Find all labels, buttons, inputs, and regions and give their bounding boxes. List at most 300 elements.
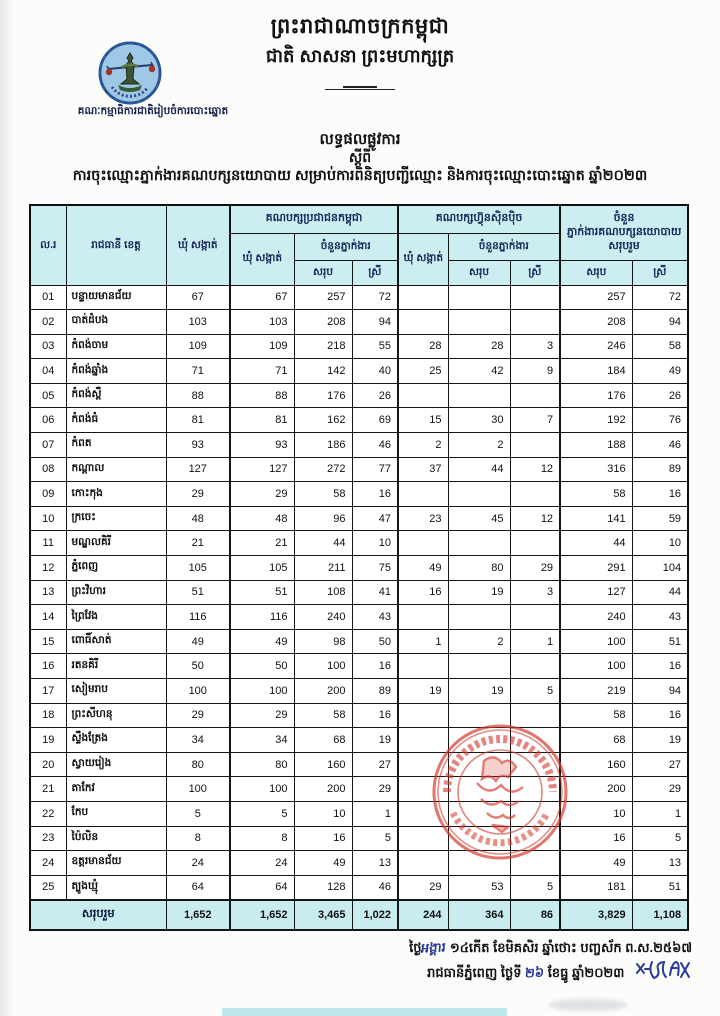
value-cell: 108 xyxy=(294,580,352,605)
value-cell: 50 xyxy=(230,654,294,679)
value-cell: 100 xyxy=(166,679,230,704)
value-cell: 103 xyxy=(230,310,294,335)
value-cell: 240 xyxy=(294,605,352,630)
table-row xyxy=(30,777,688,802)
value-cell xyxy=(398,801,448,826)
nec-logo-icon xyxy=(98,41,162,110)
value-cell: 7 xyxy=(510,408,560,433)
value-cell: 37 xyxy=(398,457,448,482)
value-cell: 219 xyxy=(560,679,632,704)
handwritten-weekday: អង្គារ xyxy=(420,939,447,956)
table-row xyxy=(30,408,688,433)
table-row xyxy=(30,310,688,335)
province-name: ត្បូងឃ្មុំ xyxy=(66,875,166,900)
value-cell: 100 xyxy=(560,654,632,679)
header-cpp-total: សរុប xyxy=(294,260,352,285)
value-cell: 257 xyxy=(294,285,352,310)
value-cell: 26 xyxy=(632,383,688,408)
row-number: 03 xyxy=(30,334,66,359)
value-cell xyxy=(448,482,510,507)
value-cell: 55 xyxy=(352,334,398,359)
value-cell xyxy=(448,777,510,802)
doc-title-regarding: ស្តីពី xyxy=(348,149,372,165)
value-cell: 41 xyxy=(352,580,398,605)
value-cell: 5 xyxy=(230,801,294,826)
value-cell xyxy=(448,383,510,408)
row-number: 11 xyxy=(30,531,66,556)
value-cell: 116 xyxy=(230,605,294,630)
value-cell: 49 xyxy=(560,851,632,876)
row-number: 04 xyxy=(30,359,66,384)
value-cell: 3 xyxy=(510,334,560,359)
table-body xyxy=(30,285,688,930)
table-total-row xyxy=(30,900,688,930)
total-value-cell: 1,108 xyxy=(632,900,688,930)
row-number: 12 xyxy=(30,556,66,581)
footer-date-block xyxy=(272,936,692,988)
value-cell xyxy=(510,310,560,335)
header-no: ល.រ xyxy=(30,205,66,285)
value-cell: 53 xyxy=(448,875,510,900)
value-cell xyxy=(448,654,510,679)
value-cell xyxy=(448,826,510,851)
header-group-cpp: គណបក្សប្រជាជនកម្ពុជា xyxy=(230,205,398,233)
value-cell: 69 xyxy=(352,408,398,433)
value-cell: 81 xyxy=(230,408,294,433)
province-name: បាត់ដំបង xyxy=(66,310,166,335)
row-number: 24 xyxy=(30,851,66,876)
province-name: តាកែវ xyxy=(66,777,166,802)
value-cell: 104 xyxy=(632,556,688,581)
row-number: 02 xyxy=(30,310,66,335)
value-cell: 58 xyxy=(294,703,352,728)
value-cell: 93 xyxy=(166,433,230,458)
value-cell: 128 xyxy=(294,875,352,900)
row-number: 14 xyxy=(30,605,66,630)
table-row xyxy=(30,531,688,556)
value-cell: 21 xyxy=(166,531,230,556)
value-cell: 3 xyxy=(510,580,560,605)
row-number: 06 xyxy=(30,408,66,433)
province-name: ក្រចេះ xyxy=(66,506,166,531)
total-label: សរុបរួម xyxy=(30,900,166,930)
value-cell: 48 xyxy=(166,506,230,531)
value-cell: 8 xyxy=(166,826,230,851)
value-cell: 1 xyxy=(352,801,398,826)
value-cell: 29 xyxy=(398,875,448,900)
value-cell: 27 xyxy=(352,752,398,777)
row-number: 22 xyxy=(30,801,66,826)
results-table xyxy=(29,204,689,931)
value-cell: 19 xyxy=(448,580,510,605)
total-value-cell: 86 xyxy=(510,900,560,930)
province-name: រតនគិរី xyxy=(66,654,166,679)
value-cell: 176 xyxy=(294,383,352,408)
value-cell: 71 xyxy=(230,359,294,384)
header-overall-female: ស្រី xyxy=(632,260,688,285)
table-row xyxy=(30,826,688,851)
value-cell: 10 xyxy=(294,801,352,826)
value-cell xyxy=(398,654,448,679)
value-cell: 19 xyxy=(632,728,688,753)
header-group-total-line2: ភ្នាក់ងារគណបក្សនយោបាយ xyxy=(566,225,682,238)
value-cell: 127 xyxy=(230,457,294,482)
value-cell xyxy=(510,383,560,408)
value-cell: 100 xyxy=(560,629,632,654)
value-cell: 88 xyxy=(166,383,230,408)
row-number: 05 xyxy=(30,383,66,408)
province-name: កំពត xyxy=(66,433,166,458)
table-row xyxy=(30,433,688,458)
province-name: កំពង់ធំ xyxy=(66,408,166,433)
value-cell xyxy=(448,851,510,876)
header-fcp-female: ស្រី xyxy=(510,260,560,285)
value-cell xyxy=(398,826,448,851)
value-cell: 26 xyxy=(352,383,398,408)
header-overall-total: សរុប xyxy=(560,260,632,285)
value-cell: 24 xyxy=(166,851,230,876)
value-cell xyxy=(448,703,510,728)
value-cell: 58 xyxy=(294,482,352,507)
value-cell: 200 xyxy=(560,777,632,802)
value-cell: 72 xyxy=(352,285,398,310)
kingdom-title: ព្រះរាជាណាចក្រកម្ពុជា xyxy=(270,15,450,38)
header-group-total xyxy=(560,205,688,260)
scan-smudge xyxy=(548,999,628,1011)
header-fcp-total: សរុប xyxy=(448,260,510,285)
value-cell: 176 xyxy=(560,383,632,408)
value-cell: 1 xyxy=(398,629,448,654)
value-cell: 34 xyxy=(166,728,230,753)
table-row xyxy=(30,801,688,826)
row-number: 21 xyxy=(30,777,66,802)
value-cell: 109 xyxy=(166,334,230,359)
value-cell: 16 xyxy=(352,654,398,679)
value-cell: 43 xyxy=(632,605,688,630)
value-cell: 5 xyxy=(510,875,560,900)
value-cell: 72 xyxy=(632,285,688,310)
value-cell: 116 xyxy=(166,605,230,630)
value-cell: 5 xyxy=(166,801,230,826)
footer-line2-prefix: រាជធានីភ្នំពេញ ថ្ងៃទី xyxy=(427,964,522,980)
value-cell: 49 xyxy=(230,629,294,654)
province-name: ព្រះសីហនុ xyxy=(66,703,166,728)
header-fcp-commune: ឃុំ សង្កាត់ xyxy=(398,233,448,285)
table-row xyxy=(30,875,688,900)
footer-gregorian-date xyxy=(272,959,692,988)
table-row xyxy=(30,629,688,654)
value-cell: 29 xyxy=(166,703,230,728)
table-header xyxy=(30,205,688,285)
row-number: 13 xyxy=(30,580,66,605)
value-cell: 200 xyxy=(294,777,352,802)
value-cell: 27 xyxy=(632,752,688,777)
header-divider xyxy=(325,86,395,90)
value-cell xyxy=(510,482,560,507)
total-value-cell: 3,829 xyxy=(560,900,632,930)
value-cell: 1 xyxy=(632,801,688,826)
value-cell xyxy=(510,752,560,777)
value-cell xyxy=(510,433,560,458)
value-cell: 127 xyxy=(560,580,632,605)
table-row xyxy=(30,654,688,679)
row-number: 15 xyxy=(30,629,66,654)
value-cell: 59 xyxy=(632,506,688,531)
signature-initials xyxy=(634,959,692,988)
province-name: ភ្នំពេញ xyxy=(66,556,166,581)
value-cell: 76 xyxy=(632,408,688,433)
footer-line2-rest: ខែធ្នូ ឆ្នាំ២០២៣ xyxy=(547,964,625,980)
value-cell xyxy=(398,285,448,310)
value-cell: 100 xyxy=(294,654,352,679)
header-group-total-line1: ចំនួន xyxy=(613,212,635,225)
row-number: 10 xyxy=(30,506,66,531)
value-cell: 49 xyxy=(294,851,352,876)
value-cell: 257 xyxy=(560,285,632,310)
table-row xyxy=(30,728,688,753)
value-cell: 24 xyxy=(230,851,294,876)
value-cell: 188 xyxy=(560,433,632,458)
table-row xyxy=(30,334,688,359)
value-cell xyxy=(510,285,560,310)
row-number: 09 xyxy=(30,482,66,507)
value-cell: 21 xyxy=(230,531,294,556)
value-cell: 105 xyxy=(230,556,294,581)
value-cell: 80 xyxy=(230,752,294,777)
value-cell: 88 xyxy=(230,383,294,408)
value-cell: 93 xyxy=(230,433,294,458)
value-cell: 58 xyxy=(632,334,688,359)
value-cell: 160 xyxy=(560,752,632,777)
value-cell: 50 xyxy=(352,629,398,654)
table-row xyxy=(30,556,688,581)
row-number: 08 xyxy=(30,457,66,482)
header-commune: ឃុំ សង្កាត់ xyxy=(166,205,230,285)
value-cell: 64 xyxy=(230,875,294,900)
province-name: ស្វាយរៀង xyxy=(66,752,166,777)
value-cell: 246 xyxy=(560,334,632,359)
value-cell: 19 xyxy=(352,728,398,753)
value-cell: 19 xyxy=(448,679,510,704)
value-cell: 211 xyxy=(294,556,352,581)
province-name: កណ្តាល xyxy=(66,457,166,482)
province-name: ឧត្តរមានជ័យ xyxy=(66,851,166,876)
value-cell: 34 xyxy=(230,728,294,753)
value-cell: 16 xyxy=(352,482,398,507)
value-cell: 9 xyxy=(510,359,560,384)
value-cell xyxy=(510,654,560,679)
table-row xyxy=(30,851,688,876)
value-cell: 16 xyxy=(632,703,688,728)
value-cell: 94 xyxy=(632,679,688,704)
value-cell: 96 xyxy=(294,506,352,531)
province-name: បន្ទាយមានជ័យ xyxy=(66,285,166,310)
next-page-edge xyxy=(222,1008,507,1016)
footer-line1-prefix: ថ្ងៃ xyxy=(409,940,422,955)
value-cell: 12 xyxy=(510,457,560,482)
province-name: ព្រៃវែង xyxy=(66,605,166,630)
value-cell: 40 xyxy=(352,359,398,384)
row-number: 19 xyxy=(30,728,66,753)
value-cell: 81 xyxy=(166,408,230,433)
row-number: 20 xyxy=(30,752,66,777)
value-cell: 16 xyxy=(560,826,632,851)
value-cell: 30 xyxy=(448,408,510,433)
province-name: ប៉ៃលិន xyxy=(66,826,166,851)
value-cell: 192 xyxy=(560,408,632,433)
value-cell xyxy=(398,482,448,507)
value-cell: 272 xyxy=(294,457,352,482)
value-cell: 184 xyxy=(560,359,632,384)
value-cell xyxy=(448,801,510,826)
header-province: រាជធានី ខេត្ត xyxy=(66,205,166,285)
province-name: កំពង់ឆ្នាំង xyxy=(66,359,166,384)
table-row xyxy=(30,506,688,531)
value-cell xyxy=(398,531,448,556)
value-cell: 160 xyxy=(294,752,352,777)
table-row xyxy=(30,383,688,408)
doc-title-official-results: លទ្ធផលផ្លូវការ xyxy=(319,131,401,148)
header-group-funcinpec: គណបក្សហ៊្វុនស៊ិនប៉ិច xyxy=(398,205,560,233)
committee-name: គណៈកម្មាធិការជាតិរៀបចំការបោះឆ្នោត xyxy=(77,105,229,117)
value-cell: 16 xyxy=(352,703,398,728)
value-cell: 58 xyxy=(560,703,632,728)
value-cell: 15 xyxy=(398,408,448,433)
table-row xyxy=(30,580,688,605)
value-cell: 58 xyxy=(560,482,632,507)
value-cell: 13 xyxy=(352,851,398,876)
value-cell: 49 xyxy=(398,556,448,581)
value-cell: 42 xyxy=(448,359,510,384)
value-cell: 94 xyxy=(632,310,688,335)
province-name: កែប xyxy=(66,801,166,826)
value-cell: 51 xyxy=(230,580,294,605)
value-cell: 2 xyxy=(448,433,510,458)
value-cell: 5 xyxy=(510,679,560,704)
province-name: ព្រះវិហារ xyxy=(66,580,166,605)
row-number: 23 xyxy=(30,826,66,851)
value-cell xyxy=(510,531,560,556)
value-cell: 8 xyxy=(230,826,294,851)
value-cell: 162 xyxy=(294,408,352,433)
value-cell: 23 xyxy=(398,506,448,531)
province-name: ស្ទឹងត្រែង xyxy=(66,728,166,753)
footer-lunar-date xyxy=(272,936,692,959)
value-cell xyxy=(510,801,560,826)
value-cell xyxy=(510,703,560,728)
value-cell: 80 xyxy=(166,752,230,777)
doc-title-subject: ការចុះឈ្មោះភ្នាក់ងារគណបក្សនយោបាយ សម្រាប់ការពិនិត្យបញ្ជីឈ្មោះ និងការចុះឈ្មោះបោះឆ្នោត ឆ្នាំ២០២៣ xyxy=(72,168,648,184)
value-cell: 43 xyxy=(352,605,398,630)
header-cpp-commune: ឃុំ សង្កាត់ xyxy=(230,233,294,285)
total-value-cell: 1,652 xyxy=(166,900,230,930)
row-number: 01 xyxy=(30,285,66,310)
value-cell: 186 xyxy=(294,433,352,458)
value-cell xyxy=(398,310,448,335)
value-cell: 67 xyxy=(166,285,230,310)
value-cell: 200 xyxy=(294,679,352,704)
value-cell: 46 xyxy=(352,433,398,458)
value-cell: 50 xyxy=(166,654,230,679)
value-cell: 67 xyxy=(230,285,294,310)
footer-line1-rest: ១៤កើត ខែមិគសិរ ឆ្នាំថោះ បញ្ចស័ក ព.ស.២៥៦៧ xyxy=(449,940,692,955)
value-cell xyxy=(510,728,560,753)
province-name: ពោធិ៍សាត់ xyxy=(66,629,166,654)
value-cell: 16 xyxy=(398,580,448,605)
value-cell: 25 xyxy=(398,359,448,384)
row-number: 25 xyxy=(30,875,66,900)
header-group-total-line3: សរុបរួម xyxy=(608,239,640,252)
value-cell: 10 xyxy=(352,531,398,556)
value-cell: 89 xyxy=(352,679,398,704)
value-cell: 71 xyxy=(166,359,230,384)
value-cell: 316 xyxy=(560,457,632,482)
value-cell: 29 xyxy=(632,777,688,802)
value-cell xyxy=(510,826,560,851)
value-cell xyxy=(510,777,560,802)
value-cell xyxy=(398,752,448,777)
value-cell xyxy=(398,703,448,728)
nation-religion-king: ជាតិ សាសនា ព្រះមហាក្សត្រ xyxy=(265,46,455,66)
value-cell: 28 xyxy=(398,334,448,359)
value-cell: 291 xyxy=(560,556,632,581)
value-cell: 5 xyxy=(632,826,688,851)
table-row xyxy=(30,679,688,704)
value-cell xyxy=(510,851,560,876)
value-cell: 105 xyxy=(166,556,230,581)
value-cell: 181 xyxy=(560,875,632,900)
total-value-cell: 244 xyxy=(398,900,448,930)
value-cell: 75 xyxy=(352,556,398,581)
value-cell: 89 xyxy=(632,457,688,482)
total-value-cell: 1,652 xyxy=(230,900,294,930)
value-cell: 12 xyxy=(510,506,560,531)
value-cell: 141 xyxy=(560,506,632,531)
province-name: កំពង់ចាម xyxy=(66,334,166,359)
table-row xyxy=(30,359,688,384)
value-cell: 2 xyxy=(398,433,448,458)
value-cell: 5 xyxy=(352,826,398,851)
table-row xyxy=(30,457,688,482)
value-cell: 29 xyxy=(166,482,230,507)
province-name: សៀមរាប xyxy=(66,679,166,704)
value-cell: 10 xyxy=(560,801,632,826)
value-cell: 46 xyxy=(352,875,398,900)
value-cell: 46 xyxy=(632,433,688,458)
header-fcp-agents: ចំនួនភ្នាក់ងារ xyxy=(448,233,560,260)
handwritten-day-number: ២៦ xyxy=(524,964,545,981)
value-cell: 127 xyxy=(166,457,230,482)
value-cell: 29 xyxy=(352,777,398,802)
value-cell xyxy=(398,605,448,630)
value-cell: 77 xyxy=(352,457,398,482)
row-number: 18 xyxy=(30,703,66,728)
value-cell: 100 xyxy=(230,679,294,704)
table-row xyxy=(30,605,688,630)
value-cell: 44 xyxy=(632,580,688,605)
value-cell xyxy=(510,605,560,630)
value-cell: 68 xyxy=(294,728,352,753)
value-cell: 16 xyxy=(294,826,352,851)
value-cell: 100 xyxy=(230,777,294,802)
value-cell: 208 xyxy=(560,310,632,335)
value-cell: 142 xyxy=(294,359,352,384)
value-cell xyxy=(448,531,510,556)
total-value-cell: 1,022 xyxy=(352,900,398,930)
value-cell: 218 xyxy=(294,334,352,359)
value-cell: 94 xyxy=(352,310,398,335)
value-cell: 10 xyxy=(632,531,688,556)
